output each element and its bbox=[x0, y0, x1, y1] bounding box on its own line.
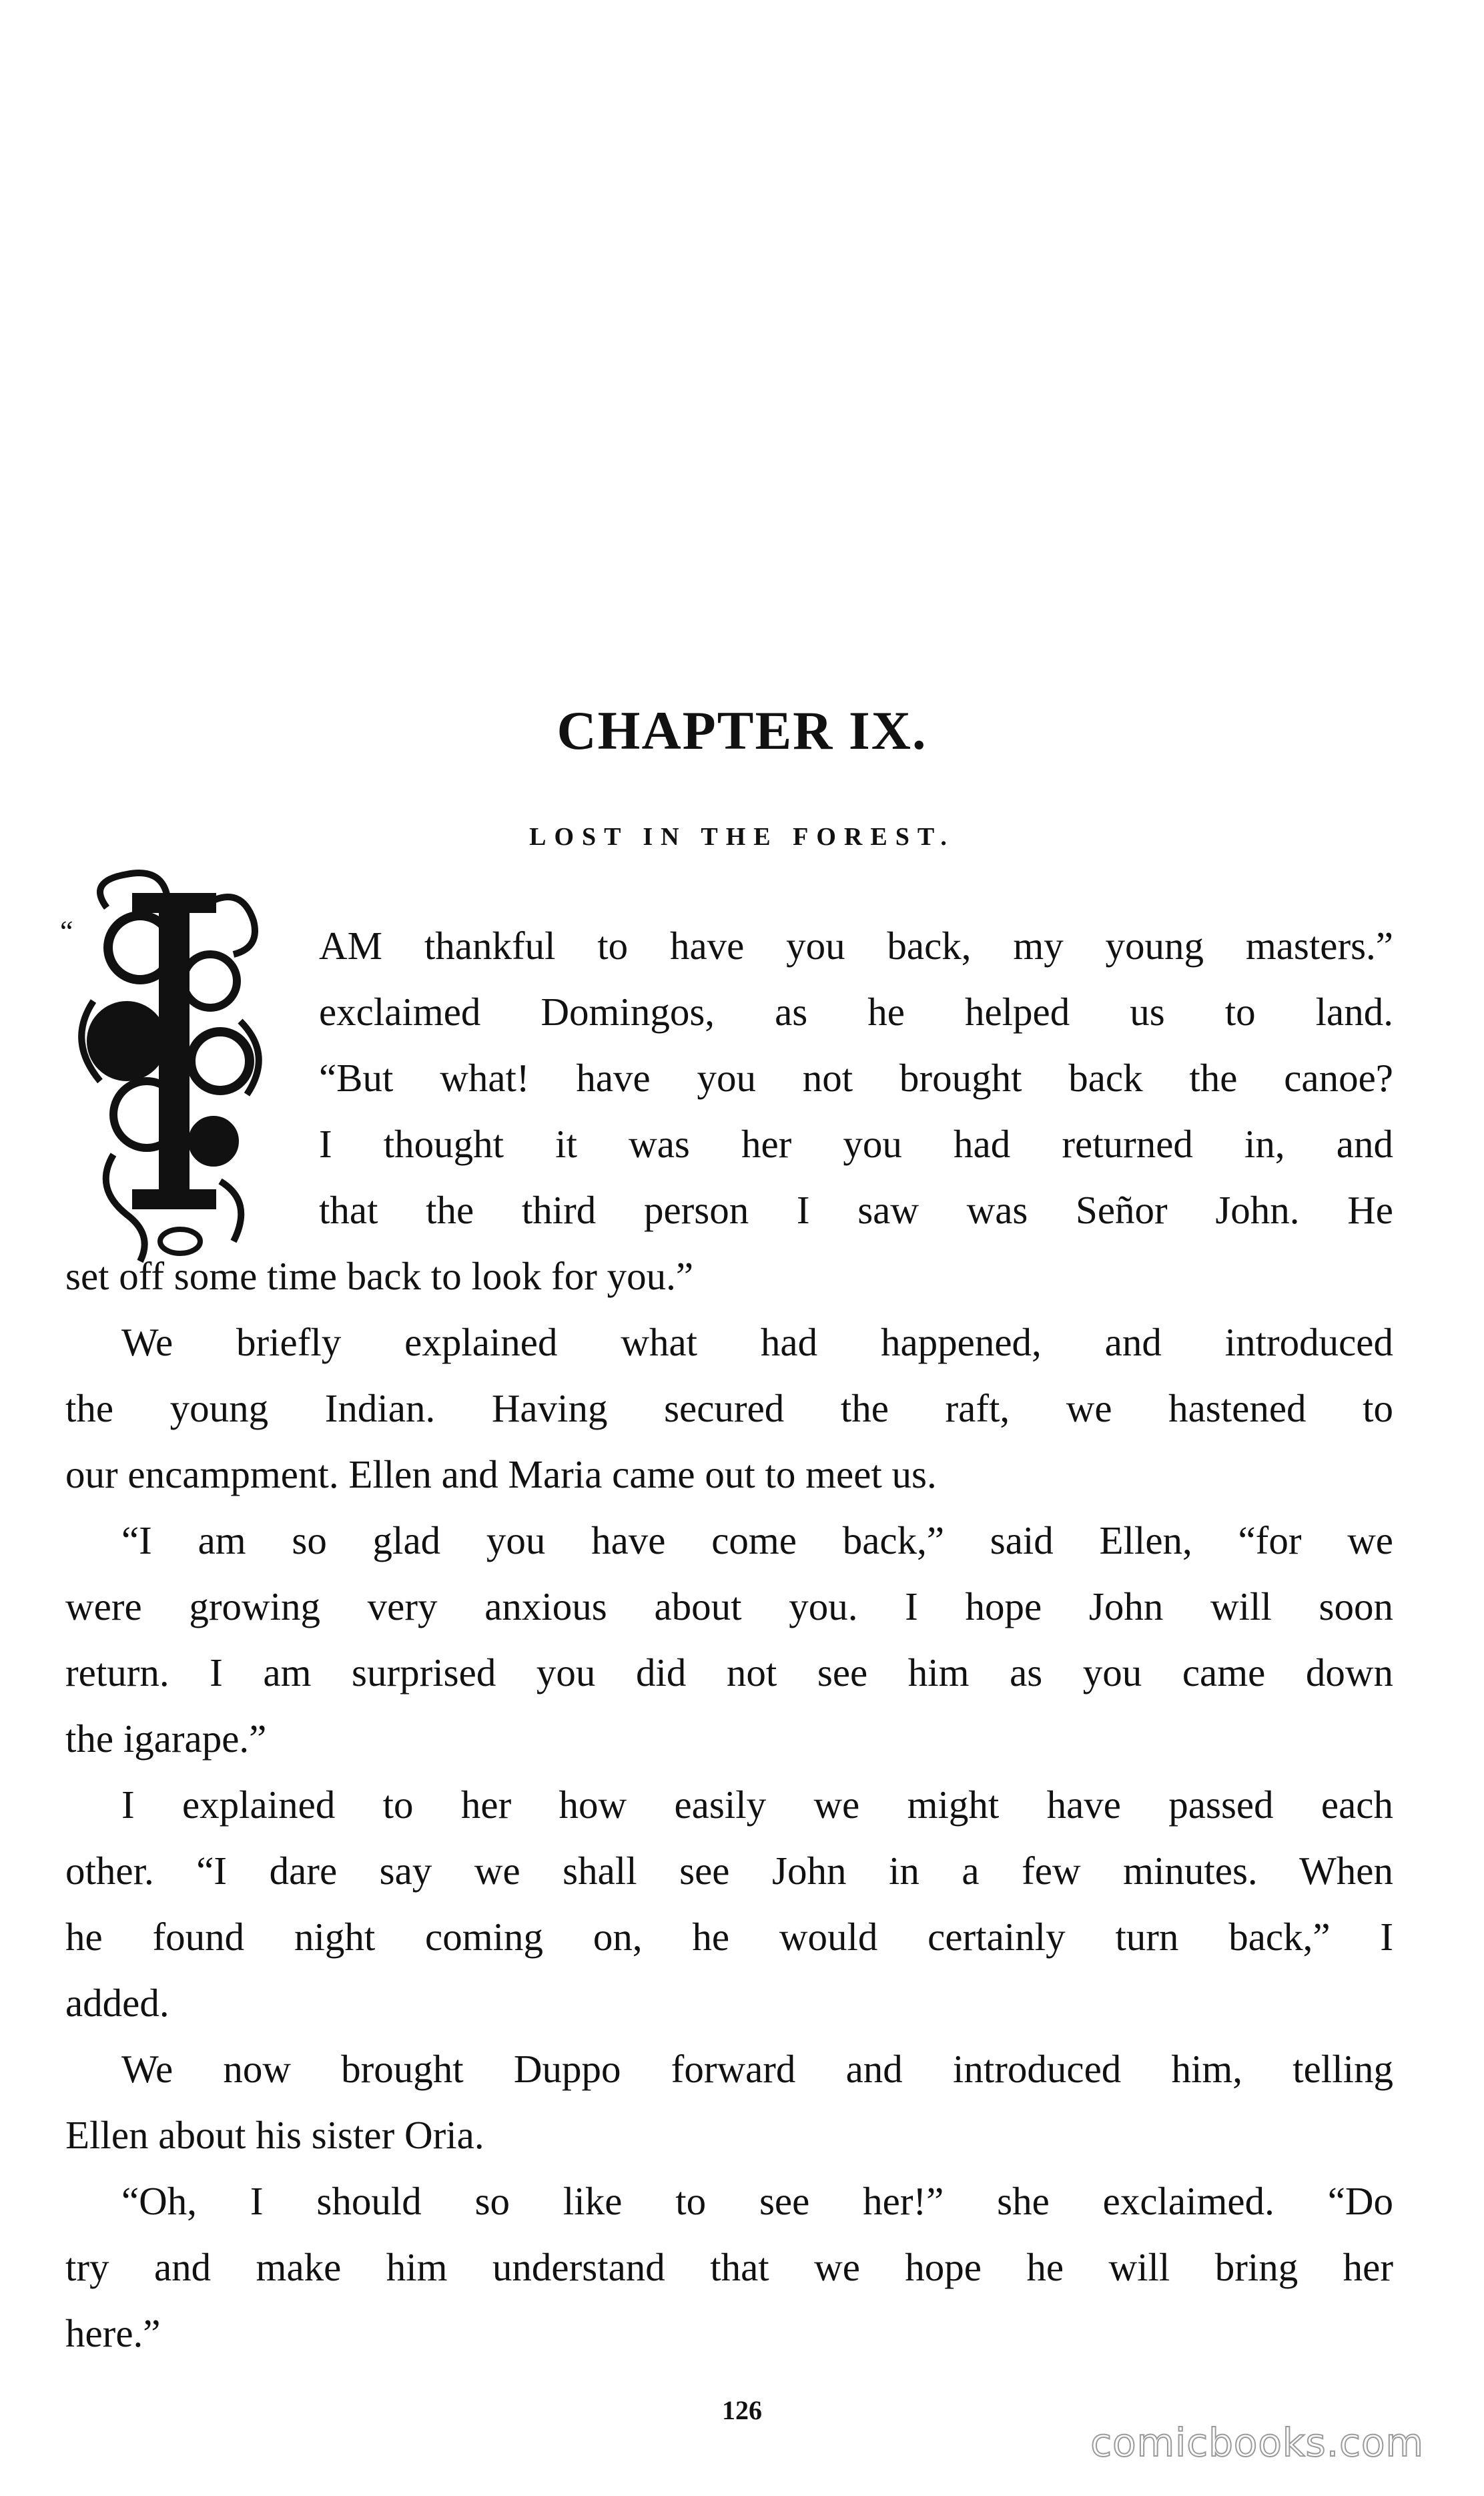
text-line: We now brought Duppo forward and introduced him, telling bbox=[121, 2047, 1393, 2091]
text-line: We briefly explained what had happened, and introduced bbox=[121, 1320, 1393, 1364]
page-number: 126 bbox=[722, 2395, 762, 2425]
text-line: the igarape.” bbox=[65, 1717, 267, 1761]
text-line: I thought it was her you had returned in, and bbox=[319, 1122, 1393, 1166]
text-line: try and make him understand that we hope he will bring her bbox=[65, 2245, 1393, 2289]
text-line: other. “I dare say we shall see John in a few minutes. When bbox=[65, 1849, 1393, 1893]
text-line: AM thankful to have you back, my young masters.” bbox=[319, 924, 1393, 968]
text-line: that the third person I saw was Señor John. He bbox=[319, 1188, 1393, 1232]
text-line: he found night coming on, he would certainly turn back,” I bbox=[65, 1915, 1393, 1959]
text-line: the young Indian. Having secured the raft, we hastened to bbox=[65, 1386, 1393, 1430]
text-line: added. bbox=[65, 1981, 169, 2025]
opening-quote-mark: “ bbox=[60, 915, 73, 948]
text-line: exclaimed Domingos, as he helped us to land. bbox=[319, 990, 1393, 1034]
watermark: comicbooks.com bbox=[1090, 2420, 1424, 2465]
text-line: return. I am surprised you did not see him as you came down bbox=[65, 1650, 1393, 1694]
text-line: I explained to her how easily we might have passed each bbox=[121, 1783, 1393, 1827]
text-line: “But what! have you not brought back the canoe? bbox=[319, 1056, 1393, 1100]
text-line: “Oh, I should so like to see her!” she exclaimed. “Do bbox=[121, 2179, 1393, 2223]
text-line: set off some time back to look for you.” bbox=[65, 1254, 694, 1298]
text-line: were growing very anxious about you. I hope John will soon bbox=[65, 1584, 1393, 1628]
text-line: Ellen about his sister Oria. bbox=[65, 2113, 484, 2157]
chapter-title: CHAPTER IX. bbox=[556, 700, 928, 761]
chapter-subtitle: LOST IN THE FOREST. bbox=[529, 823, 955, 851]
text-line: our encampment. Ellen and Maria came out to meet us. bbox=[65, 1452, 937, 1496]
text-line: “I am so glad you have come back,” said Ellen, “for we bbox=[121, 1518, 1393, 1562]
text-line: here.” bbox=[65, 2311, 161, 2355]
chapter-body bbox=[65, 913, 1393, 2367]
